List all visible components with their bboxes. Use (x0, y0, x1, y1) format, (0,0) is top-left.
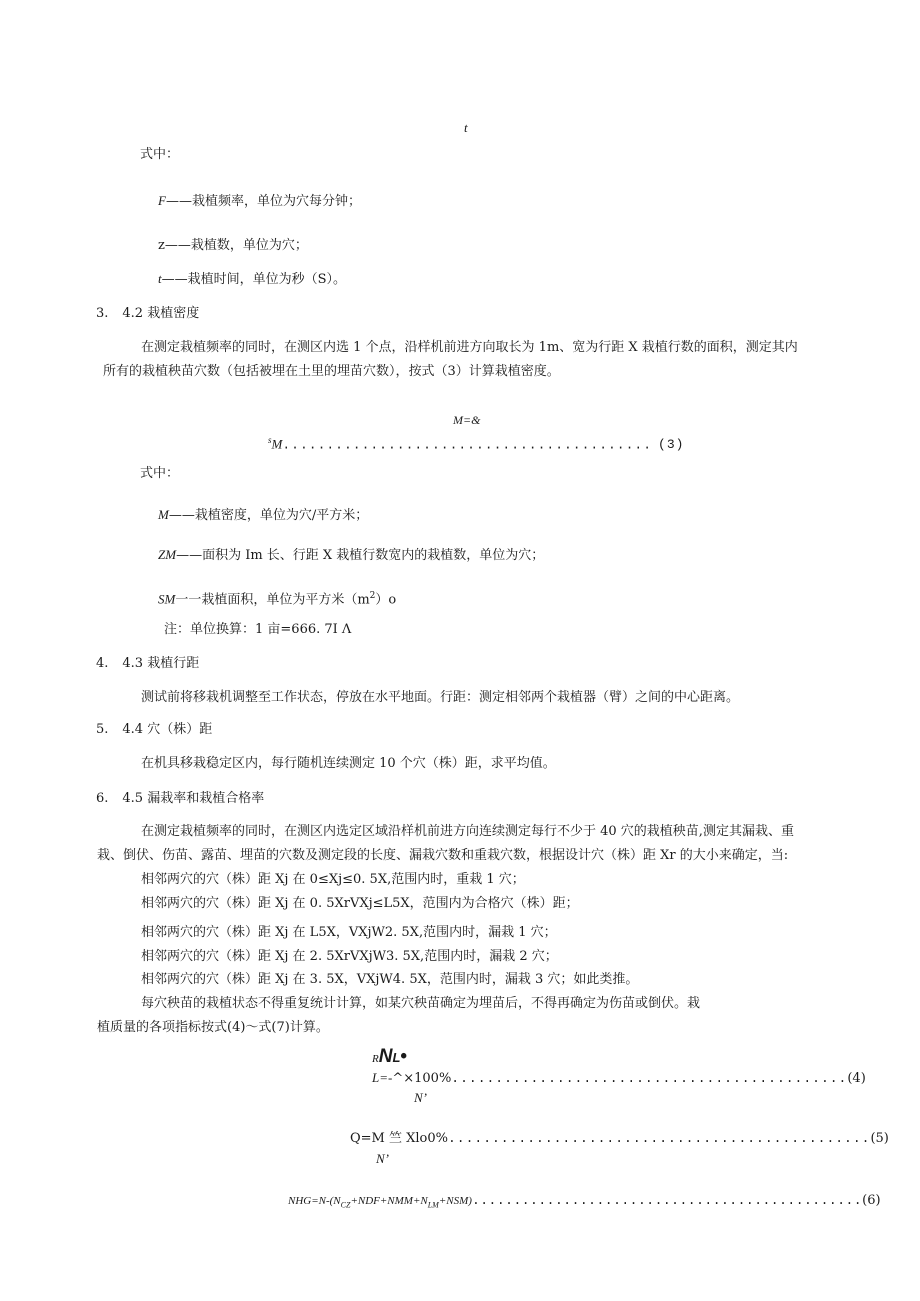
definition-text: ——栽植频率，单位为穴每分钟； (165, 194, 361, 209)
formula-lhs: L=- (372, 1070, 393, 1085)
section-heading-4-5 (96, 791, 264, 807)
definition-t (158, 271, 346, 288)
paragraph: 所有的栽植秧苗穴数（包括被埋在土里的埋苗穴数），按式（3）计算栽植密度。 (103, 364, 560, 379)
definition-text: 一一栽植面积，单位为平方米（m (175, 592, 370, 608)
rule-line: 相邻两穴的穴（株）距 Xj 在 0. 5XrVXj≤L5X，范围内为合格穴（株）距； (141, 896, 579, 911)
symbol: SM (158, 591, 176, 607)
definition-z (158, 238, 308, 254)
formula-symbol: N (378, 1046, 393, 1067)
formula-subscript: CZ (340, 1200, 351, 1210)
paragraph: 植质量的各项指标按式(4)～式(7)计算。 (97, 1020, 329, 1035)
section-title: 4.4 穴（株）距 (122, 722, 213, 737)
note: 注：单位换算：1 亩=666. 7I Λ (164, 622, 352, 637)
section-title: 4.3 栽植行距 (122, 656, 200, 671)
section-number: 3. (96, 306, 109, 321)
section-heading-4-4 (96, 722, 212, 738)
section-number: 5. (96, 722, 109, 737)
definition-tail: ）o (375, 592, 397, 608)
symbol: t (158, 271, 162, 286)
definition-text: ——栽植密度，单位为穴/平方米； (168, 508, 369, 523)
definition-text: ——栽植数，单位为穴； (164, 238, 308, 253)
formula-number: (3) (658, 437, 685, 453)
definition-ZM (158, 547, 544, 564)
rule-line: 相邻两穴的穴（株）距 Xj 在 2. 5XrVXjW3. 5X,范围内时，漏栽 2 穴； (141, 949, 558, 964)
paragraph: 测试前将移栽机调整至工作状态，停放在水平地面。行距：测定相邻两个栽植器（臂）之间的中心距离。 (141, 690, 740, 705)
formula-body: ^×100% (392, 1071, 452, 1086)
formula-lhs: Q=M 竺 Xlo0% (350, 1131, 448, 1146)
formula-prefix: s (268, 435, 272, 445)
superscript: 2 (369, 591, 376, 601)
section-heading-4-2 (96, 306, 199, 322)
formula-dots: .......................................... (282, 437, 653, 453)
section-heading-4-3 (96, 656, 199, 672)
formula-middle: +NDF+NMM+N (350, 1195, 428, 1207)
rule-line: 相邻两穴的穴（株）距 Xj 在 L5X，VXjW2. 5X,范围内时，漏栽 1 穴； (141, 925, 557, 940)
formula-dot: • (400, 1046, 408, 1067)
formula-prefix: R (372, 1053, 379, 1065)
section-title: 4.2 栽植密度 (122, 306, 200, 321)
fraction-denominator-t: t (464, 120, 468, 135)
formula-lhs: NHG=N-(N (288, 1195, 341, 1207)
formula-lhs: M (271, 436, 283, 452)
formula-dots: ................................................ (448, 1131, 871, 1146)
formula-3-numerator: M=& (453, 413, 481, 427)
formula-5-denominator: N’ (376, 1151, 389, 1166)
symbol: F (158, 193, 166, 208)
rule-line: 相邻两穴的穴（株）距 Xj 在 0≤Xj≤0. 5X,范围内时，重栽 1 穴； (141, 872, 525, 887)
formula-5 (350, 1131, 889, 1147)
formula-4-numerator (372, 1046, 407, 1070)
paragraph: 每穴秧苗的栽植状态不得重复统计计算，如某穴秧苗确定为埋苗后，不得再确定为伤苗或倒伏。栽 (141, 996, 701, 1011)
formula-3 (268, 432, 684, 453)
paragraph: 栽、倒伏、伤苗、露苗、埋苗的穴数及测定段的长度、漏栽穴数和重栽穴数，根据设计穴（株）距 Xr 的大小来确定，当: (97, 848, 789, 863)
symbol: z (158, 238, 165, 253)
section-title: 4.5 漏栽率和栽植合格率 (122, 791, 265, 806)
formula-end: +NSM) (438, 1195, 472, 1207)
paragraph: 在机具移栽稳定区内，每行随机连续测定 10 个穴（株）距，求平均值。 (141, 756, 556, 771)
definition-text: ——面积为 Im 长、行距 X 栽植行数宽内的栽植数，单位为穴； (176, 548, 545, 563)
symbol: M (158, 507, 169, 522)
definition-M (158, 507, 368, 524)
where-label: 式中： (140, 147, 180, 162)
formula-6 (288, 1193, 881, 1214)
formula-number: (4) (847, 1071, 866, 1086)
definition-SM (158, 588, 396, 608)
formula-dots: ............................................... (471, 1193, 863, 1208)
section-number: 4. (96, 656, 109, 671)
definition-text: ——栽植时间，单位为秒（S）。 (161, 272, 347, 287)
definition-F (158, 193, 361, 210)
formula-number: (6) (862, 1193, 881, 1208)
formula-subscript: LM (427, 1200, 439, 1210)
paragraph: 在测定栽植频率的同时，在测区内选定区域沿样机前进方向连续测定每行不少于 40 穴的栽植秧苗,测定其漏栽、重 (141, 824, 794, 839)
rule-line: 相邻两穴的穴（株）距 Xj 在 3. 5X，VXjW4. 5X，范围内时，漏栽 3 穴；如此类推。 (141, 972, 639, 987)
formula-number: (5) (870, 1131, 889, 1146)
formula-4-denominator: N’ (414, 1090, 427, 1105)
formula-4 (372, 1070, 866, 1087)
section-number: 6. (96, 791, 109, 806)
paragraph: 在测定栽植频率的同时，在测区内选 1 个点，沿样机前进方向取长为 1m、宽为行距 X 栽植行数的面积，测定其内 (141, 340, 798, 355)
formula-subscript: L (392, 1050, 401, 1065)
formula-dots: ............................................. (451, 1071, 848, 1086)
where-label: 式中： (140, 466, 180, 481)
symbol: ZM (158, 547, 177, 562)
